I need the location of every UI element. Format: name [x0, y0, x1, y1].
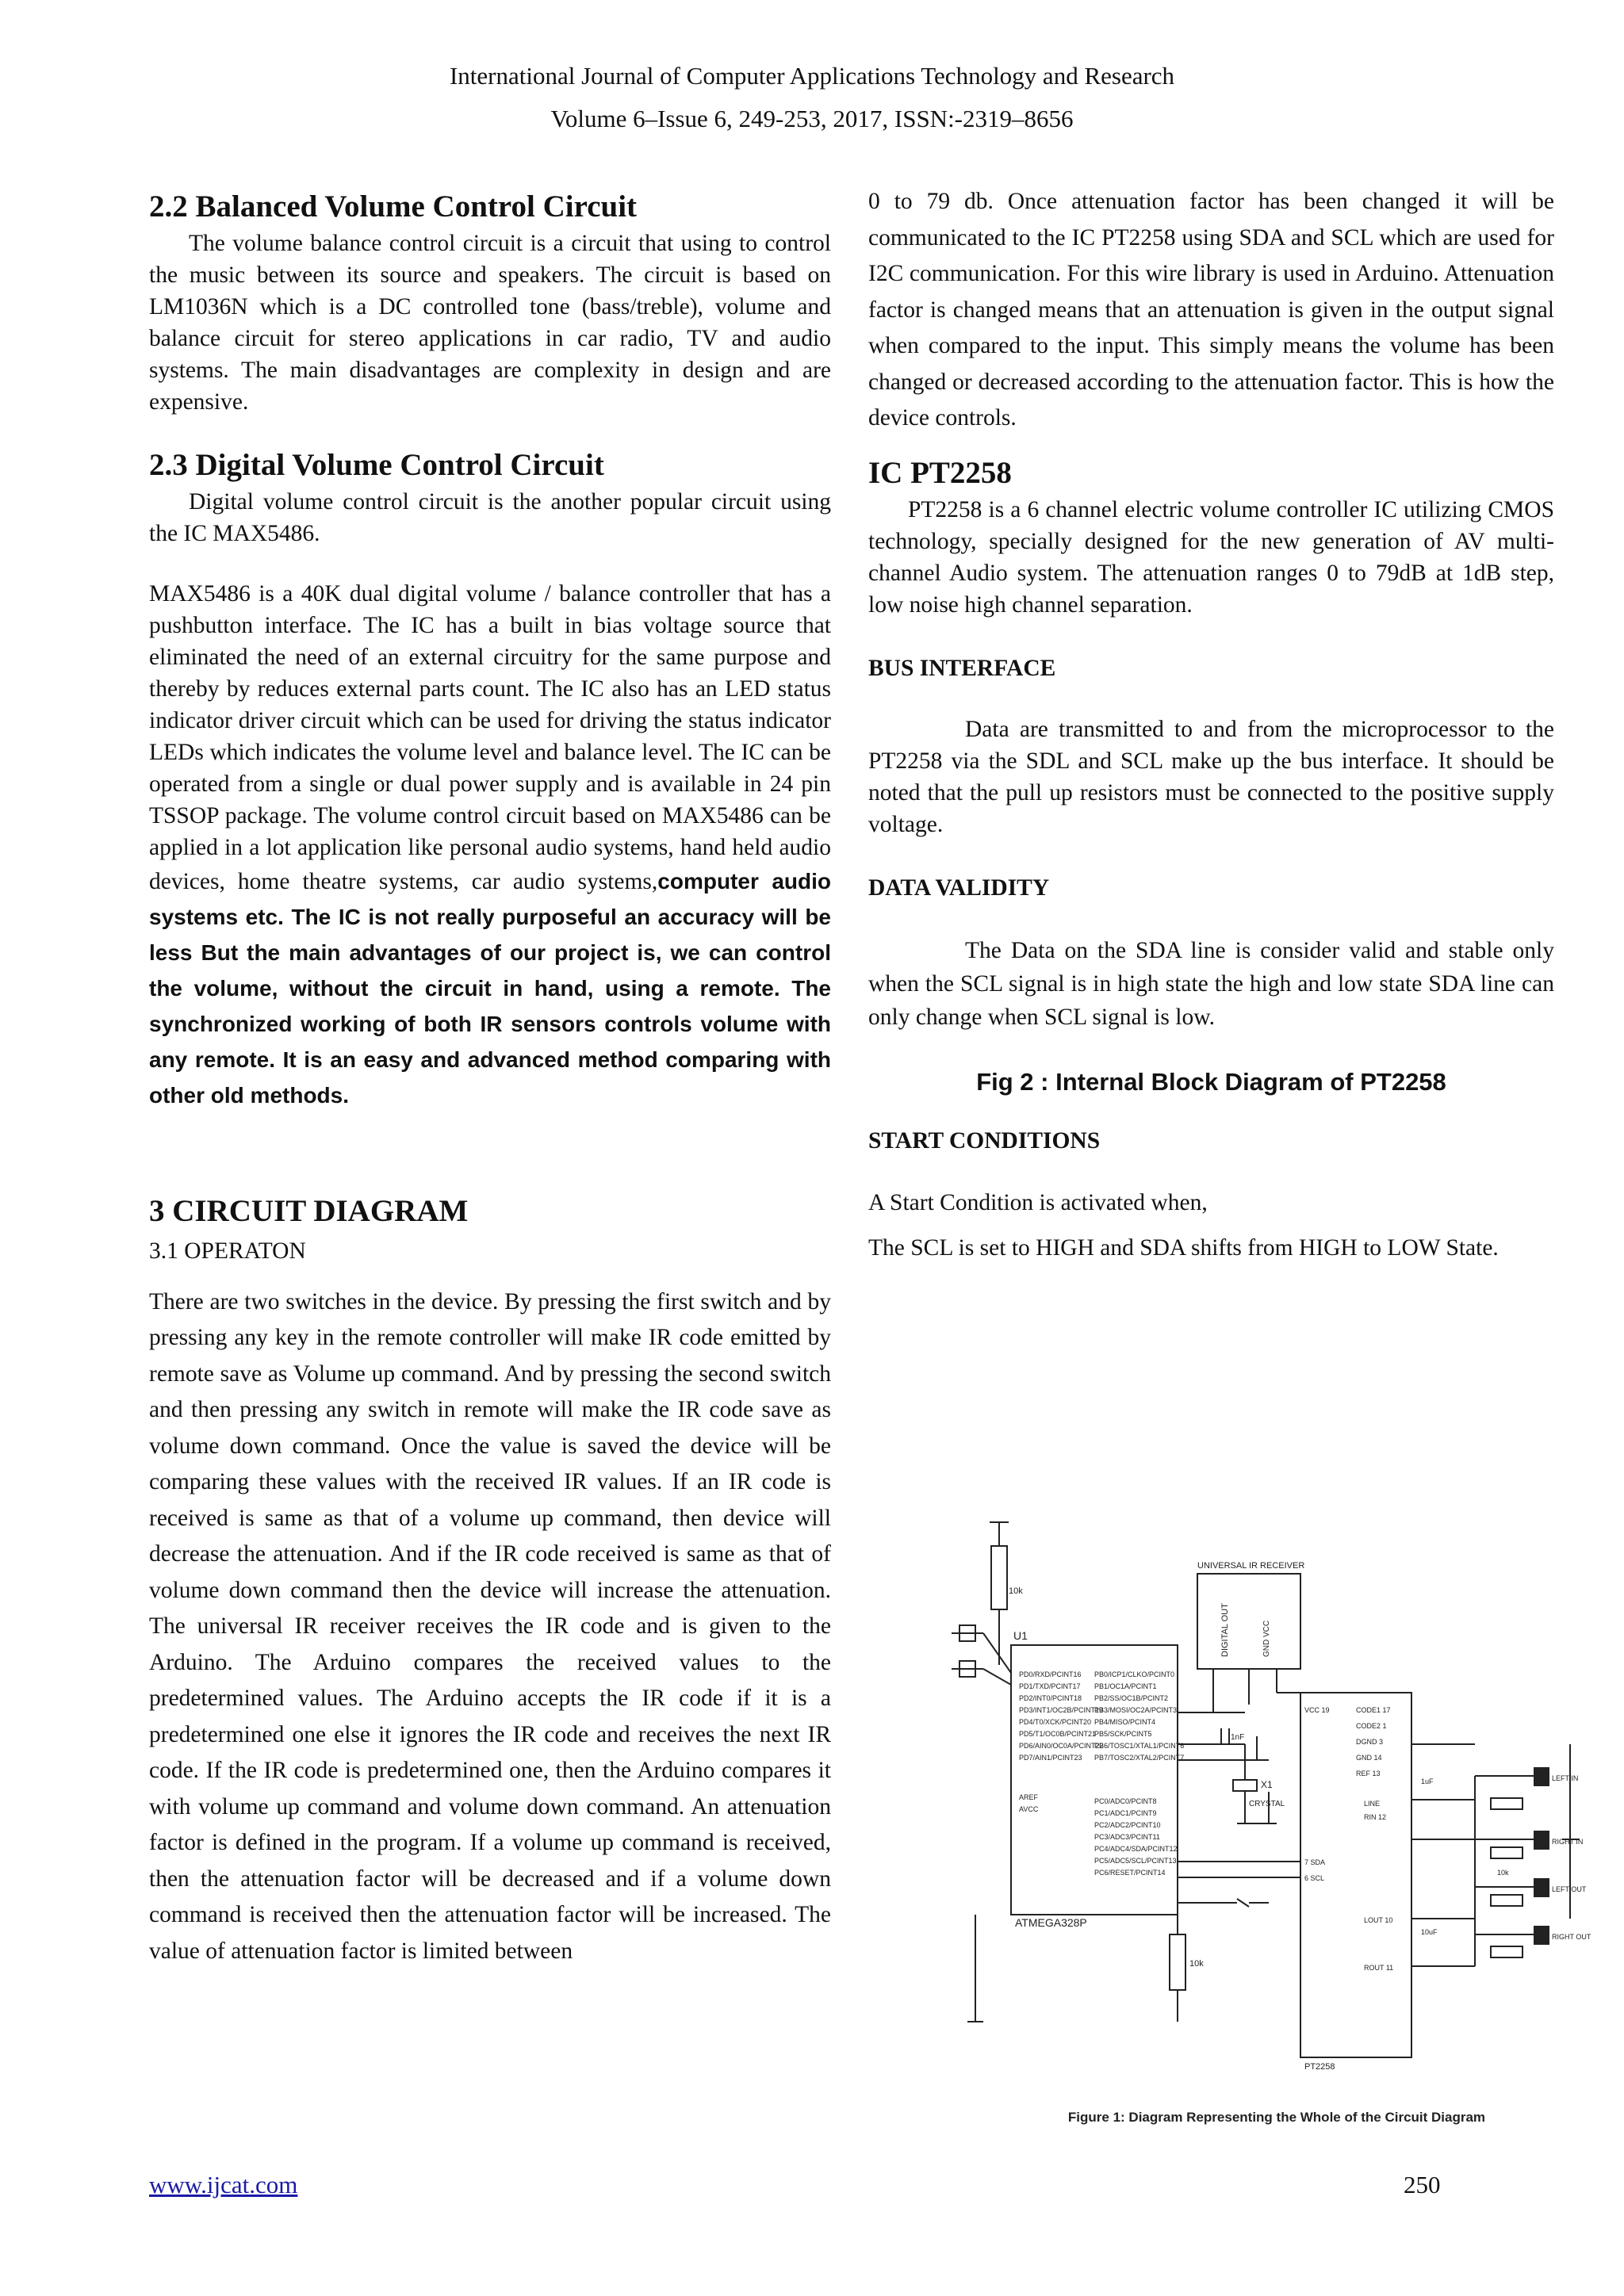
u1-pin-pb7: PB7/TOSC2/XTAL2/PCINT7 — [1094, 1754, 1185, 1762]
out-cap-label: 10uF — [1421, 1928, 1438, 1936]
pt-pin-scl: 6 SCL — [1304, 1874, 1325, 1882]
section-2-3-paragraph-2-text: MAX5486 is a 40K dual digital volume / balance controller that has a pushbutton interface. The IC has a built in bias voltage source that eliminated the need of an external circuitry for the same purpose and thereby by reduces external parts count. The IC also has an LED status indicator driver circuit which can be used for driving the status indicator LEDs which indicates the volume level and balance level. The IC can be operated from a single or dual power supply and is available in 24 pin TSSOP package. The volume control circuit based on MAX5486 can be applied in a lot application like personal audio systems, hand held audio devices, home theatre systems, car audio systems, — [149, 581, 831, 894]
footer-url-link[interactable]: www.ijcat.com — [149, 2171, 298, 2198]
out-res-label: 10k — [1497, 1869, 1509, 1877]
section-2-2-paragraph: The volume balance control circuit is a circuit that using to control the music between its source and speakers. The circuit is based on LM1036N which is a DC controlled tone (bass/treble), volume and balance circuit for stereo applications in car radio, TV and audio systems. The main disadvantages are complexity in design and are expensive. — [149, 231, 831, 415]
u1-pin-pc3: PC3/ADC3/PCINT11 — [1094, 1833, 1160, 1841]
section-2-3-paragraph-2 — [149, 578, 831, 1113]
u1-pin-pc0: PC0/ADC0/PCINT8 — [1094, 1797, 1157, 1805]
ir-receiver-label: UNIVERSAL IR RECEIVER — [1197, 1561, 1305, 1571]
start-conditions-paragraph-1: A Start Condition is activated when, — [868, 1189, 1208, 1215]
pt-pin-code1: CODE1 17 — [1356, 1706, 1391, 1714]
u1-pin-pb3: PB3/MOSI/OC2A/PCINT3 — [1094, 1706, 1178, 1714]
connector-label-left-out: LEFT OUT — [1552, 1885, 1587, 1893]
continued-paragraph: 0 to 79 db. Once attenuation factor has been changed it will be communicated to the IC PT2258 using SDA and SCL which are used for I2C communication. For this wire library is used in Arduino. Attenuation factor is changed means that an attenuation is given in the output signal when compared to the input. This simply means the volume has been changed or decreased according to the attenuation factor. This is how the device controls. — [868, 189, 1554, 430]
cap-label: 1nF — [1231, 1733, 1245, 1742]
connector-left-in — [1534, 1768, 1549, 1785]
pt-pin-gnd: GND 14 — [1356, 1754, 1382, 1762]
pt-pin-sda: 7 SDA — [1304, 1858, 1326, 1866]
pullup-resistor-label: 10k — [1009, 1586, 1023, 1596]
bus-interface-title: BUS INTERFACE — [868, 655, 1056, 681]
pt-pin-line: LINE — [1364, 1800, 1381, 1808]
u1-pin-pc2: PC2/ADC2/PCINT10 — [1094, 1821, 1161, 1829]
ic-pt2258-paragraph: PT2258 is a 6 channel electric volume controller IC utilizing CMOS technology, specially designed for the new generation of AV multi-channel Audio system. The attenuation ranges 0 to 79dB at 1dB step, low noise high channel separation. — [868, 496, 1554, 618]
pt2258-part: PT2258 — [1304, 2062, 1335, 2072]
section-2-3-title: 2.3 Digital Volume Control Circuit — [149, 448, 604, 482]
resistor-left-in — [1491, 1798, 1522, 1809]
data-validity-paragraph: The Data on the SDA line is consider valid and stable only when the SCL signal is in high state the high and low state SDA line can only change when SCL signal is low. — [868, 937, 1554, 1030]
start-conditions-paragraph-2: The SCL is set to HIGH and SDA shifts from HIGH to LOW State. — [868, 1235, 1499, 1261]
ir-pins-label: GND VCC — [1262, 1620, 1271, 1657]
crystal — [1233, 1780, 1257, 1791]
pt-pin-lout: LOUT 10 — [1364, 1916, 1393, 1924]
journal-title: International Journal of Computer Applications Technology and Research — [449, 62, 1175, 90]
connector-label-right-in: RIGHT IN — [1552, 1838, 1584, 1846]
u1-pin-pc6: PC6/RESET/PCINT14 — [1094, 1869, 1166, 1877]
data-validity-title: DATA VALIDITY — [868, 875, 1050, 901]
figure-1-caption: Figure 1: Diagram Representing the Whole of the Circuit Diagram — [1067, 2110, 1486, 2125]
u1-pin-pb2: PB2/SS/OC1B/PCINT2 — [1094, 1694, 1169, 1702]
section-2-3-paragraph-2-bold: computer audio systems etc. The IC is not really purposeful an accuracy will be less But the main advantages of our project is, we can control the volume, without the circuit in hand, using a remote. The synchronized working of both IR sensors controls volume with any remote. It is an easy and advanced method comparing with other old methods. — [149, 869, 832, 1108]
u1-pin-pc4: PC4/ADC4/SDA/PCINT12 — [1094, 1845, 1178, 1853]
u1-pin-pb1: PB1/OC1A/PCINT1 — [1094, 1682, 1157, 1690]
u1-pin-pb4: PB4/MISO/PCINT4 — [1094, 1718, 1156, 1726]
section-2-2-title: 2.2 Balanced Volume Control Circuit — [149, 189, 638, 224]
resistor-left-out — [1491, 1895, 1522, 1906]
left-column — [149, 186, 831, 1969]
circuit-diagram — [936, 1506, 1591, 2141]
bus-interface-paragraph: Data are transmitted to and from the microprocessor to the PT2258 via the SDL and SCL make up the bus interface. It should be noted that the pull up resistors must be connected to the positive supply voltage. — [868, 717, 1554, 837]
section-3-title: 3 CIRCUIT DIAGRAM — [149, 1194, 469, 1228]
crystal-ref: X1 — [1261, 1779, 1273, 1790]
u1-pin-avcc: AVCC — [1019, 1805, 1039, 1813]
ic-pt2258-title: IC PT2258 — [868, 455, 1012, 490]
ir-receiver — [1197, 1574, 1300, 1669]
u1-pin-pd0: PD0/RXD/PCINT16 — [1019, 1670, 1082, 1678]
u1-pin-pd6: PD6/AIN0/OC0A/PCINT22 — [1019, 1742, 1104, 1750]
u1-pin-pd3: PD3/INT1/OC2B/PCINT19 — [1019, 1706, 1104, 1714]
u1-pin-pd7: PD7/AIN1/PCINT23 — [1019, 1754, 1082, 1762]
u1-pin-pb0: PB0/ICP1/CLKO/PCINT0 — [1094, 1670, 1175, 1678]
u1-part: ATMEGA328P — [1015, 1916, 1087, 1929]
pt-pin-rout: ROUT 11 — [1364, 1964, 1394, 1972]
page-number: 250 — [1404, 2171, 1441, 2198]
pullup-resistor — [991, 1546, 1007, 1609]
u1-pin-aref: AREF — [1019, 1793, 1039, 1801]
connector-label-right-out: RIGHT OUT — [1552, 1933, 1591, 1941]
section-3-1-title: 3.1 OPERATON — [149, 1238, 306, 1264]
u1-pin-pc1: PC1/ADC1/PCINT9 — [1094, 1809, 1157, 1817]
section-3-1-paragraph: There are two switches in the device. By pressing the first switch and by pressing any key in the remote controller will make IR code emitted by remote save as Volume up command. And by pressing the second switch and then pressing any switch in remote will make the IR code save as volume down command. Once the value is saved the device will be comparing these values with the received IR values. If an IR code is received is same as that of a volume up command, then device will decrease the attenuation. And if the IR code received is same as that of volume down command then the device will increase the attenuation. The universal IR receiver receives the IR code and is given to the Arduino. The Arduino compares the received values to the predetermined values. The Arduino accepts the IR code if it is a predetermined one else it ignores the IR code and receives the next IR code. If the IR code is predetermined one, then the Arduino compares it with volume up command and volume down command. An attenuation factor is defined in the program. If a volume up command is received, then the attenuation factor will be decreased and if a volume down command is received then the attenuation factor will be increased. The value of attenuation factor is limited between — [149, 1288, 831, 1964]
resistor-right-in — [1491, 1847, 1522, 1858]
pt-pin-vcc: VCC 19 — [1304, 1706, 1330, 1714]
right-column — [868, 184, 1554, 1264]
pt-pin-rin: RIN 12 — [1364, 1813, 1387, 1821]
u1-pin-pd2: PD2/INT0/PCINT18 — [1019, 1694, 1082, 1702]
section-2-3-paragraph-1: Digital volume control circuit is the another popular circuit using the IC MAX5486. — [149, 489, 831, 546]
connector-left-out — [1534, 1879, 1549, 1896]
ir-digital-out-label: DIGITAL OUT — [1220, 1603, 1230, 1657]
ref-cap-label: 1uF — [1421, 1777, 1434, 1785]
connector-right-out — [1534, 1927, 1549, 1944]
u1-ref: U1 — [1013, 1629, 1028, 1642]
fig2-caption: Fig 2 : Internal Block Diagram of PT2258 — [976, 1067, 1446, 1096]
u1-pin-pc5: PC5/ADC5/SCL/PCINT13 — [1094, 1857, 1177, 1865]
pt-pin-ref: REF 13 — [1356, 1770, 1381, 1777]
pt-pin-dgnd: DGND 3 — [1356, 1738, 1384, 1746]
crystal-label: CRYSTAL — [1249, 1800, 1285, 1808]
resistor-right-out — [1491, 1946, 1522, 1957]
u1-pin-pd4: PD4/T0/XCK/PCINT20 — [1019, 1718, 1092, 1726]
u1-pin-pb6: PB6/TOSC1/XTAL1/PCINT6 — [1094, 1742, 1185, 1750]
connector-right-in — [1534, 1831, 1549, 1849]
u1-pin-pb5: PB5/SCK/PCINT5 — [1094, 1730, 1152, 1738]
pt-pin-code2: CODE2 1 — [1356, 1722, 1387, 1730]
connector-label-left-in: LEFT IN — [1552, 1774, 1579, 1782]
bottom-resistor-label: 10k — [1189, 1959, 1204, 1969]
journal-volume: Volume 6–Issue 6, 249-253, 2017, ISSN:-2319–8656 — [550, 105, 1074, 132]
bottom-resistor — [1170, 1934, 1185, 1990]
u1-pin-pd1: PD1/TXD/PCINT17 — [1019, 1682, 1081, 1690]
u1-pin-pd5: PD5/T1/OC0B/PCINT21 — [1019, 1730, 1097, 1738]
start-conditions-title: START CONDITIONS — [868, 1128, 1101, 1154]
